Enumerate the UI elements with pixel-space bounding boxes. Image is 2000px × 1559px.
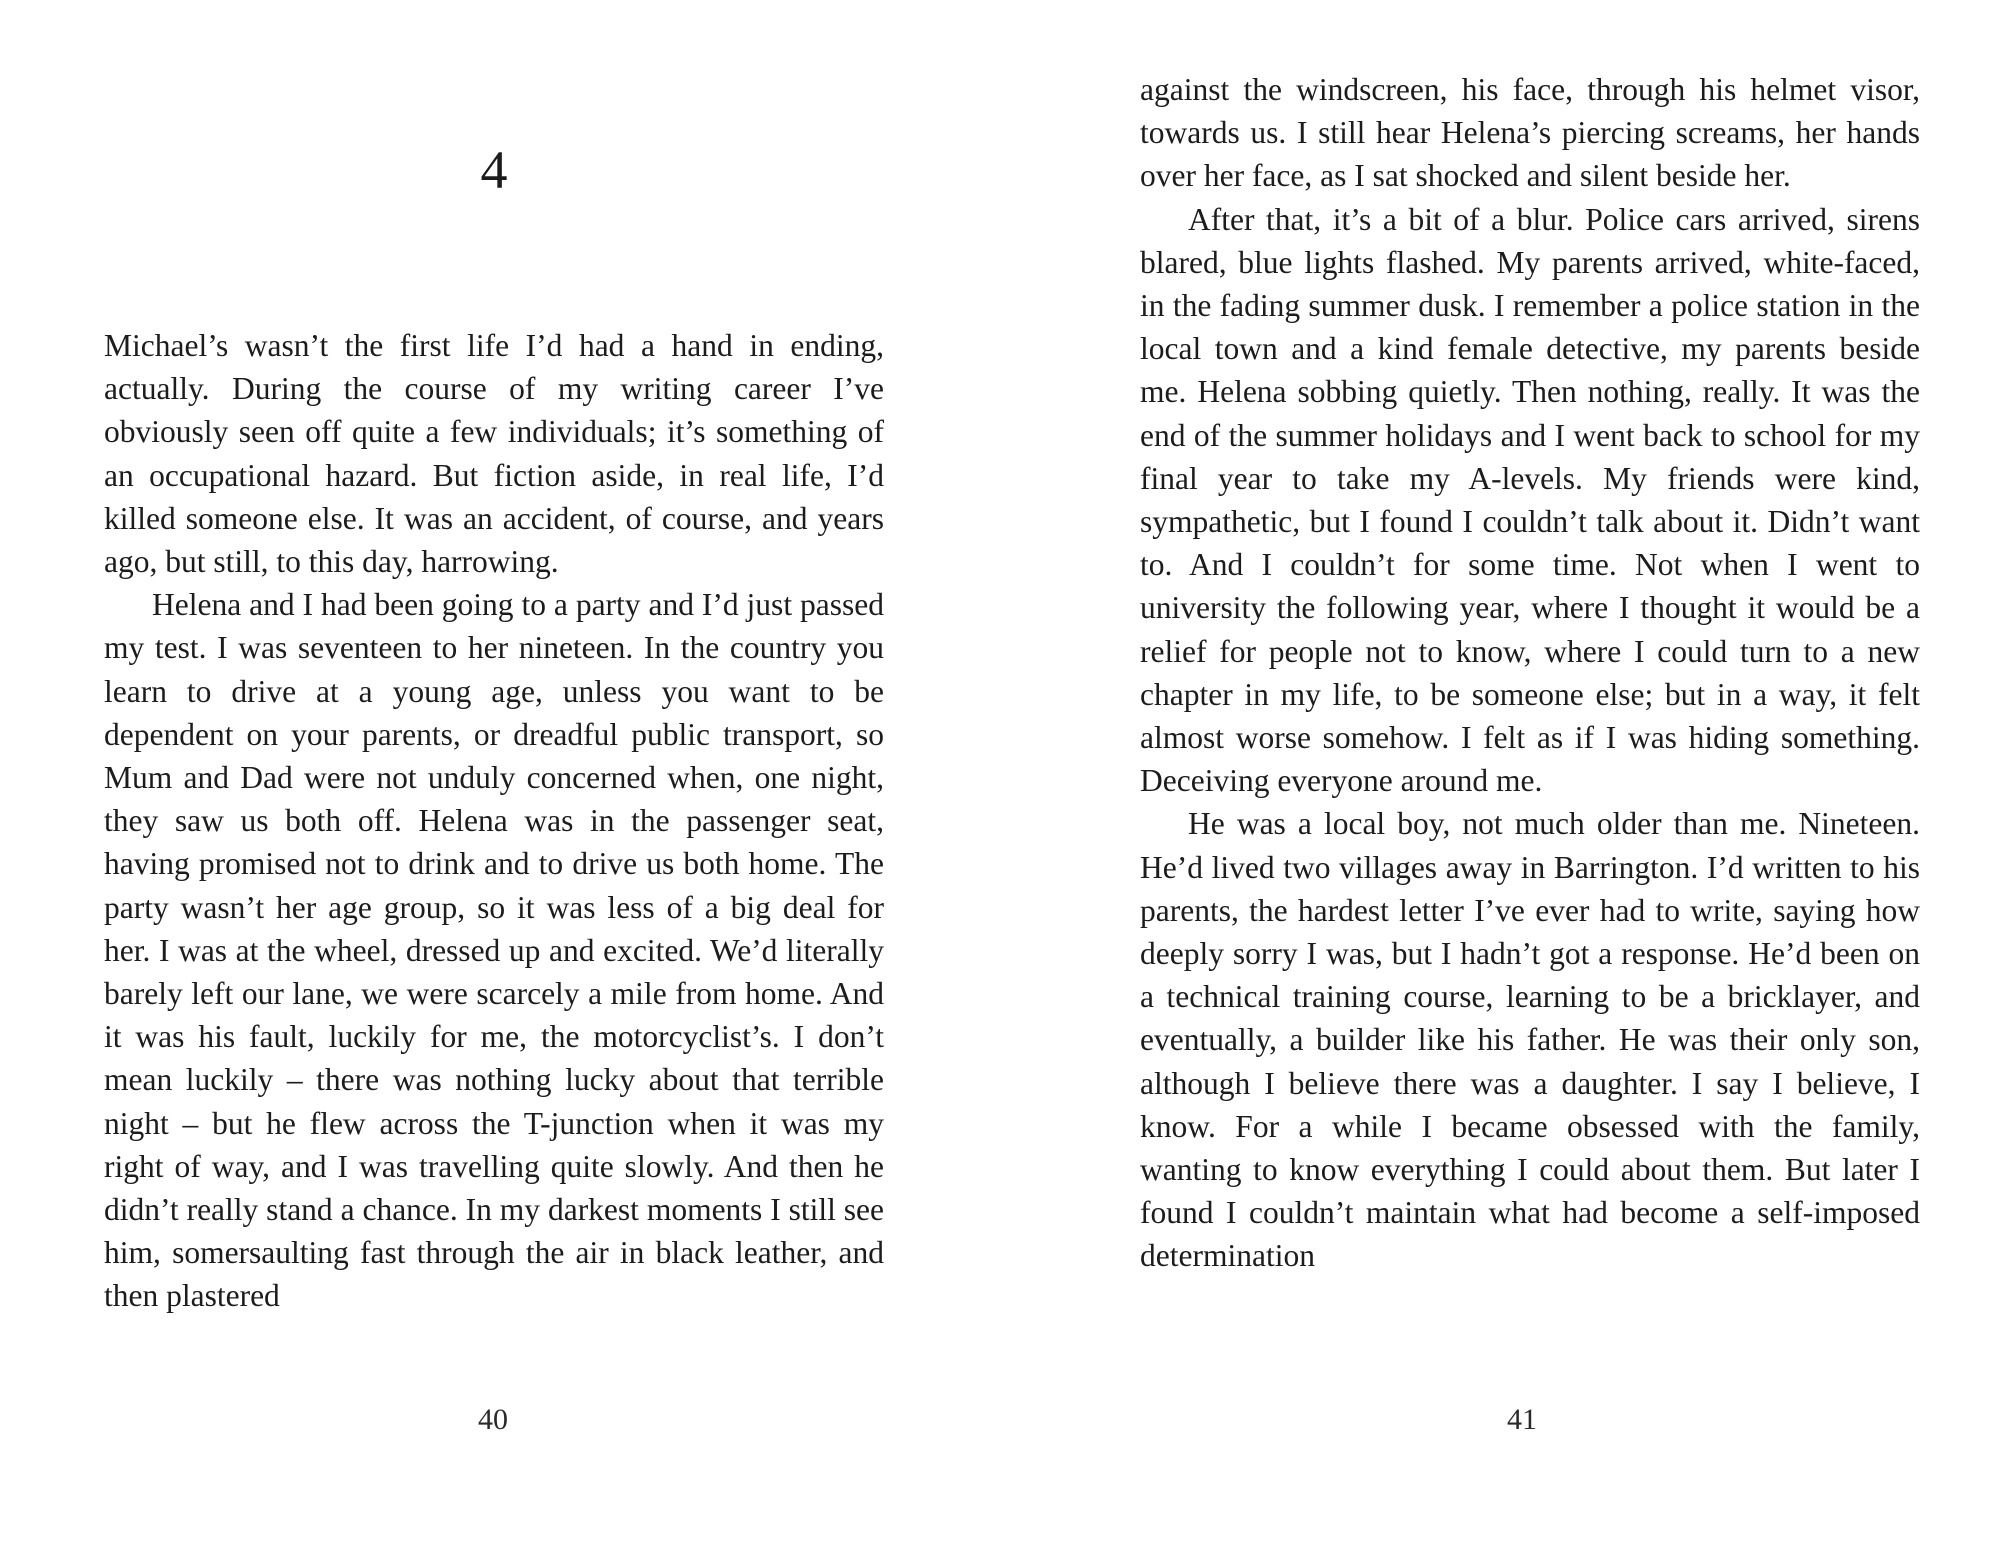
paragraph: He was a local boy, not much older than me. Nineteen. He’d lived two villages away in Barrington. I’d written to his parents, the hardest letter I’ve ever had to write, saying how deeply sorry I was, but I hadn’t got a response. He’d been on a technical training course, learning to be a bricklayer, and eventually, a builder like his father. He was their only son, although I believe there was a daughter. I say I believe, I know. For a while I became obsessed with the family, wanting to know everything I could about them. But later I found I couldn’t maintain what had become a self-imposed determination [1140,806,1920,1274]
right-page-body [1140,68,1920,1278]
paragraph: against the windscreen, his face, through his helmet visor, towards us. I still hear Helena’s piercing screams, her hands over her face, as I sat shocked and silent beside her. [1140,72,1920,194]
left-page-body [104,324,884,1318]
right-page [1000,0,2000,1559]
page-number: 40 [478,1403,508,1436]
paragraph: Helena and I had been going to a party and I’d just passed my test. I was seventeen to her nineteen. In the country you learn to drive at a young age, unless you want to be dependent on your parents, or dreadful public transport, so Mum and Dad were not unduly concerned when, one night, they saw us both off. Helena was in the passenger seat, having promised not to drink and to drive us both home. The party wasn’t her age group, so it was less of a big deal for her. I was at the wheel, dressed up and excited. We’d literally barely left our lane, we were scarcely a mile from home. And it was his fault, luckily for me, the motorcyclist’s. I don’t mean luckily – there was nothing lucky about that terrible night – but he flew across the T-junction when it was my right of way, and I was travelling quite slowly. And then he didn’t really stand a chance. In my darkest moments I still see him, somersaulting fast through the air in black leather, and then plastered [104,587,884,1314]
paragraph: Michael’s wasn’t the first life I’d had a hand in ending, actually. During the course of my writing career I’ve obviously seen off quite a few individuals; it’s something of an occupational hazard. But fiction aside, in real life, I’d killed someone else. It was an accident, of course, and years ago, but still, to this day, harrowing. [104,328,884,580]
chapter-number: 4 [480,140,508,200]
page-number: 41 [1507,1403,1537,1436]
paragraph: After that, it’s a bit of a blur. Police cars arrived, sirens blared, blue lights flashed. My parents arrived, white-faced, in the fading summer dusk. I remember a police station in the local town and a kind female detective, my parents beside me. Helena sobbing quietly. Then nothing, really. It was the end of the summer holidays and I went back to school for my final year to take my A-levels. My friends were kind, sympathetic, but I found I couldn’t talk about it. Didn’t want to. And I couldn’t for some time. Not when I went to university the following year, where I thought it would be a relief for people not to know, where I could turn to a new chapter in my life, to be someone else; but in a way, it felt almost worse somehow. I felt as if I was hiding something. Deceiving everyone around me. [1140,201,1920,799]
